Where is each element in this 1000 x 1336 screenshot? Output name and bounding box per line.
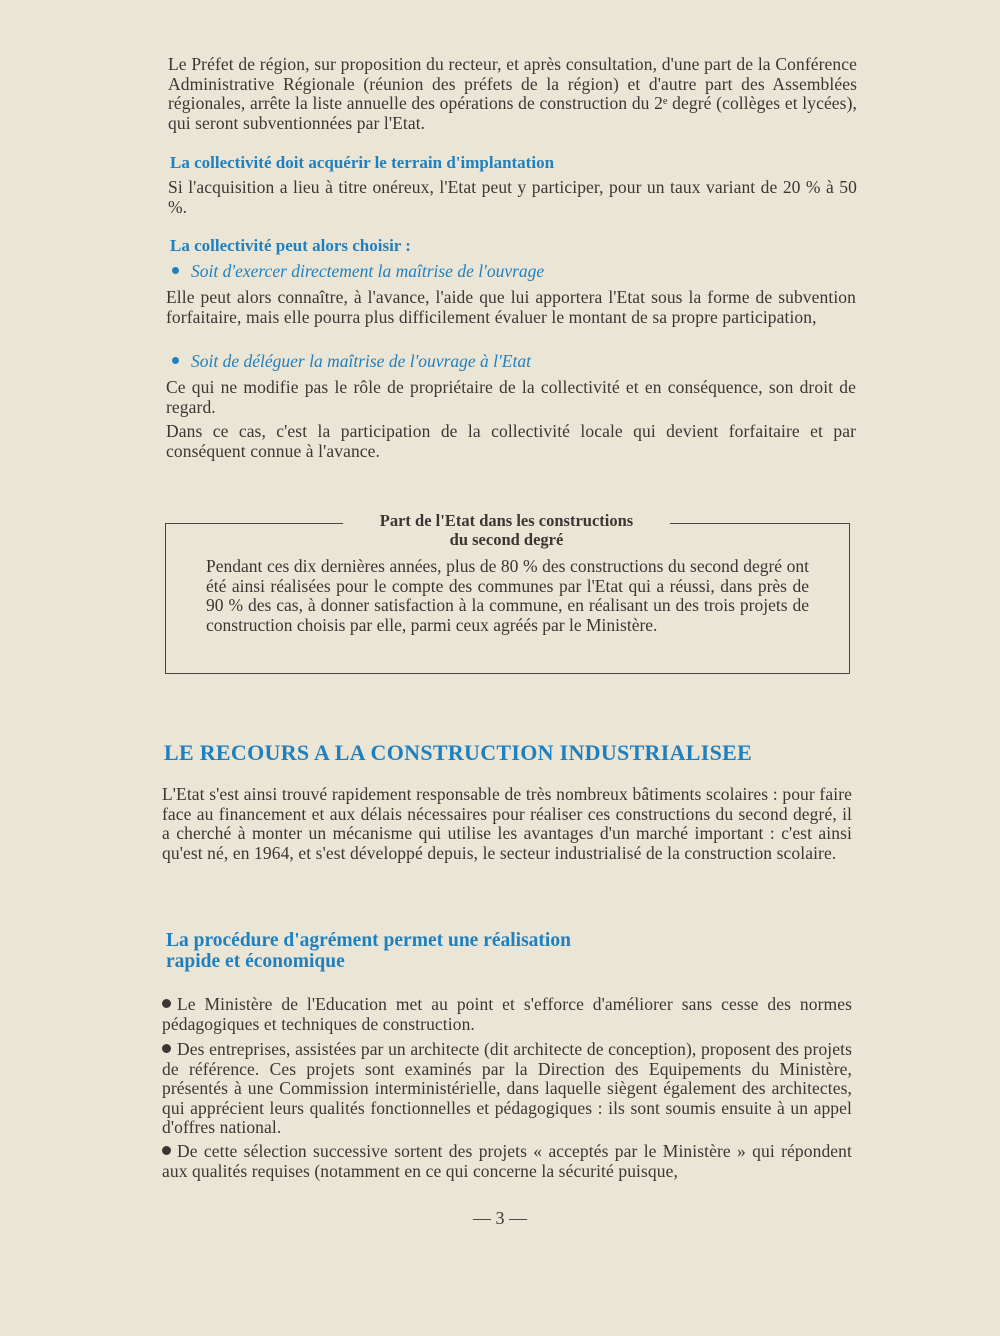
section3-heading-line2: rapide et économique [166,951,345,972]
terrain-paragraph: Si l'acquisition a lieu à titre onéreux, l'Etat peut y participer, pour un taux variant de 20 % à 50 %. [168,177,857,217]
bullet-dot-icon [172,357,179,364]
section2-paragraph: L'Etat s'est ainsi trouvé rapidement responsable de très nombreux bâtiments scolaires : pour faire face au financement et aux délais nécessaires pour réaliser ces constructions du second degré, il a cherché à monter un mécanisme qui utilise les avantages d'un marché important : c'est ainsi qu'est né, en 1964, et s'est développé depuis, le secteur industrialisé de la construction scolaire. [162,784,852,863]
bullet-paragraph-1 [162,995,852,1034]
box-title [343,511,670,549]
option1-paragraph: Elle peut alors connaître, à l'avance, l'aide que lui apportera l'Etat sous la forme de subvention forfaitaire, mais elle pourra plus difficilement évaluer le montant de sa propre participation, [166,287,856,327]
heading-terrain: La collectivité doit acquérir le terrain d'implantation [170,153,555,172]
bullet-dot-icon [162,999,171,1008]
bullet3-text: De cette sélection successive sortent des projets « acceptés par le Ministère » qui répondent aux qualités requises (notamment en ce qui concerne la sécurité puisque, [162,1141,852,1181]
section3-heading [166,930,571,972]
option2-bullet [172,351,531,371]
bullet1-text: Le Ministère de l'Education met au point et s'efforce d'améliorer sans cesse des normes pédagogiques et techniques de construction. [162,994,852,1034]
bullet-paragraph-3 [162,1142,852,1181]
option1-label: Soit d'exercer directement la maîtrise de l'ouvrage [191,261,545,281]
section3-heading-line1: La procédure d'agrément permet une réalisation [166,930,571,951]
bullet-dot-icon [162,1044,171,1053]
option2-paragraph-2: Dans ce cas, c'est la participation de la collectivité locale qui devient forfaitaire et par conséquent connue à l'avance. [166,421,856,461]
bullet2-text: Des entreprises, assistées par un architecte (dit architecte de conception), proposent des projets de référence. Ces projets sont examinés par la Direction des Equipements du Ministère, présentés à une Commission interministérielle, dans laquelle siègent également des architectes, qui apprécient leurs qualités fonctionnelles et pédagogiques : ils sont soumis ensuite à un appel d'offres national. [162,1039,852,1137]
intro-paragraph: Le Préfet de région, sur proposition du recteur, et après consultation, d'une part de la Conférence Administrative Régionale (réunion des préfets de la région) et d'autre part des Assemblées régionales, arrête la liste annuelle des opérations de construction du 2ᵉ degré (collèges et lycées), qui seront subventionnées par l'Etat. [168,54,857,133]
option2-paragraph: Ce qui ne modifie pas le rôle de propriétaire de la collectivité et en conséquence, son droit de regard. [166,377,856,417]
section-heading-industrialisee: LE RECOURS A LA CONSTRUCTION INDUSTRIALISEE [164,740,753,765]
page-number: — 3 — [473,1208,527,1228]
option1-bullet [172,261,544,281]
option2-label: Soit de déléguer la maîtrise de l'ouvrage à l'Etat [191,351,531,371]
bullet-dot-icon [172,267,179,274]
heading-choisir: La collectivité peut alors choisir : [170,236,411,255]
box-title-line1: Part de l'Etat dans les constructions [379,511,634,530]
bullet-paragraph-2 [162,1040,852,1138]
box-title-line2: du second degré [449,530,564,549]
box-text: Pendant ces dix dernières années, plus de 80 % des constructions du second degré ont été ainsi réalisées pour le compte des communes par l'Etat qui a réussi, dans près de 90 % des cas, à donner satisfaction à la commune, en réalisant un des trois projets de construction choisis par elle, parmi ceux agréés par le Ministère. [206,556,809,635]
bullet-dot-icon [162,1146,171,1155]
